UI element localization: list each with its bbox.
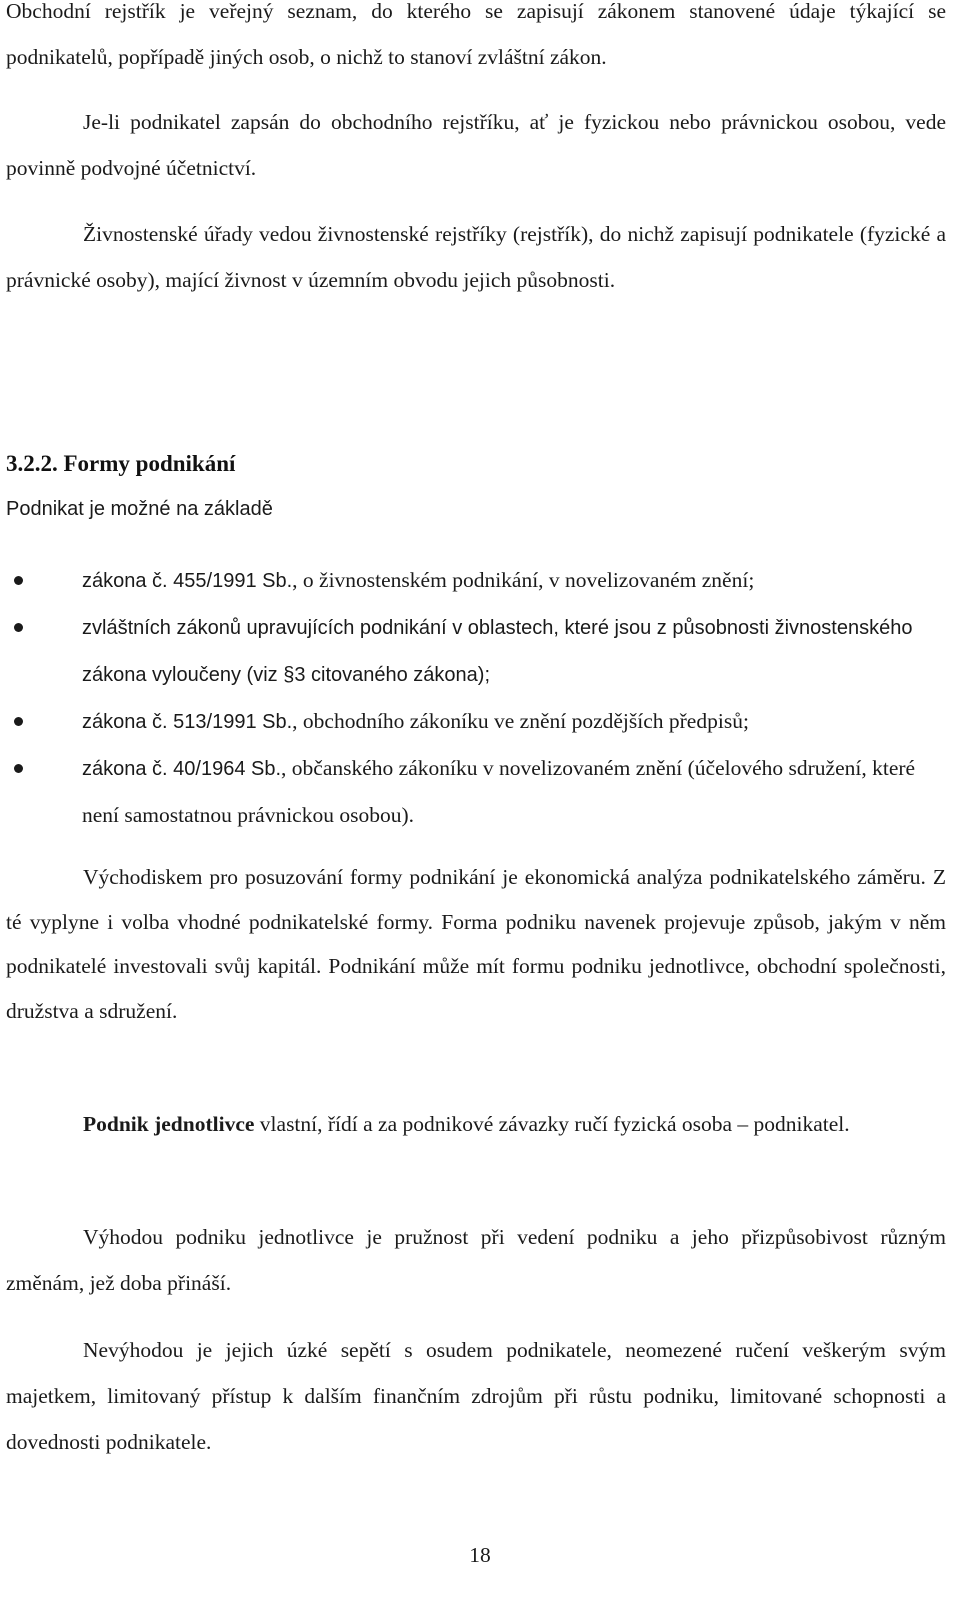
term-podnik-jednotlivce: Podnik jednotlivce	[83, 1112, 255, 1136]
paragraph-vychodiskem: Východiskem pro posuzování formy podnikání je ekonomická analýza podnikatelského záměru. Z té vyplyne i volba vhodné podnikatelské formy. Forma podniku navenek projevuje způsob, jakým v něm podnikatelé investovali svůj kapitál. Podnikání může mít formu podniku jednotlivce, obchodní společnosti, družstva a sdružení.	[6, 865, 946, 1023]
bullet-icon	[14, 764, 23, 773]
section-intro: Podnikat je možné na základě	[6, 498, 273, 520]
bullet-icon	[14, 623, 23, 632]
paragraph-zivnostenske-urady: Živnostenské úřady vedou živnostenské rejstříky (rejstřík), do nichž zapisují podnikatele (fyzické a právnické osoby), mající živnost v územním obvodu jejich působnosti.	[6, 222, 946, 292]
list-item-lead: zákona č. 40/1964 Sb.	[82, 758, 282, 780]
paragraph-text: vlastní, řídí a za podnikové závazky ručí fyzická osoba – podnikatel.	[254, 1112, 850, 1136]
paragraph-nevyhodou: Nevýhodou je jejich úzké sepětí s osudem podnikatele, neomezené ručení veškerým svým majetkem, limitovaný přístup k dalším finančním zdrojům při růstu podniku, limitované schopnosti a dovednosti podnikatele.	[6, 1338, 946, 1454]
list-item	[0, 745, 934, 838]
bullet-icon	[14, 717, 23, 726]
paragraph-podvojne-ucetnictvi: Je-li podnikatel zapsán do obchodního rejstříku, ať je fyzickou nebo právnickou osobou, vede povinně podvojné účetnictví.	[6, 110, 946, 180]
paragraph-vyhodou: Výhodou podniku jednotlivce je pružnost při vedení podniku a jeho přizpůsobivost různým změnám, jež doba přináší.	[6, 1225, 946, 1295]
page-number: 18	[469, 1543, 491, 1567]
bullet-icon	[14, 576, 23, 585]
list-item-text: , o živnostenském podnikání, v novelizovaném znění;	[292, 568, 755, 592]
list-item-lead: zákona č. 513/1991 Sb.	[82, 711, 293, 733]
list-item	[0, 604, 934, 698]
paragraph-podnik-jednotlivce	[6, 1101, 946, 1147]
section-heading: 3.2.2. Formy podnikání	[6, 451, 236, 476]
list-item-text: , občanského zákoníku v novelizovaném znění (účelového sdružení, které není samostatnou právnickou osobou).	[82, 756, 916, 827]
list-item-text: zvláštních zákonů upravujících podnikání v oblastech, které jsou z působnosti živnostenského zákona vyloučeny (viz §3 citovaného zákona);	[82, 617, 913, 686]
list-item-lead: zákona č. 455/1991 Sb.	[82, 570, 293, 592]
list-item-text: , obchodního zákoníku ve znění pozdějších předpisů;	[292, 709, 749, 733]
legal-basis-list	[0, 557, 960, 838]
paragraph-obchodni-rejstrik: Obchodní rejstřík je veřejný seznam, do kterého se zapisují zákonem stanovené údaje týkající se podnikatelů, popřípadě jiných osob, o nichž to stanoví zvláštní zákon.	[6, 0, 946, 69]
list-item	[0, 557, 934, 604]
list-item	[0, 698, 934, 745]
